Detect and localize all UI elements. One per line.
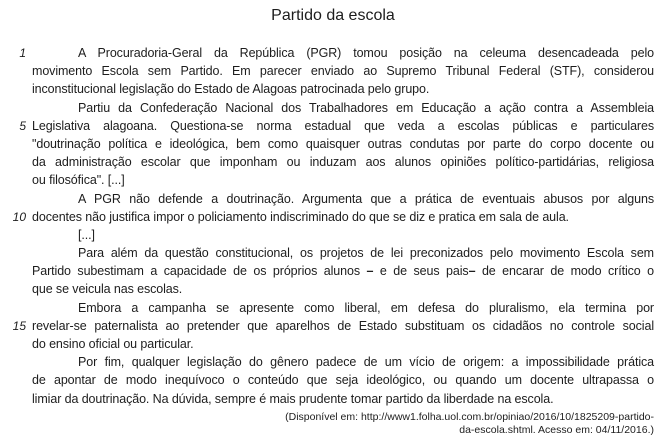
line-text bbox=[32, 390, 654, 408]
text-line bbox=[32, 226, 654, 244]
line-text bbox=[32, 80, 654, 98]
line-number: 10 bbox=[12, 209, 26, 224]
line-text bbox=[32, 371, 654, 389]
text-segment: A Procuradoria-Geral da República (PGR) tomou posição na celeuma desencadeada pelo bbox=[78, 46, 654, 60]
bold-dash: – bbox=[366, 264, 374, 279]
source-citation-line: da-escola.shtml. Acesso em: 04/11/2016.) bbox=[459, 423, 654, 436]
text-segment: limiar da doutrinação. Na dúvida, sempre é mais prudente tomar partido da liberdade na escola. bbox=[32, 391, 554, 406]
text-segment: inconstitucional legislação do Estado de Alagoas patrocinada pelo grupo. bbox=[32, 82, 430, 97]
text-line bbox=[32, 353, 654, 371]
text-segment: Legislativa alagoana. Questiona-se norma estadual que veda a escolas públicas e particulares bbox=[32, 118, 654, 133]
line-number: 1 bbox=[19, 46, 26, 60]
text-line bbox=[32, 171, 654, 189]
document-title: Partido da escola bbox=[271, 7, 395, 24]
text-line bbox=[32, 135, 654, 153]
text-lines bbox=[0, 44, 666, 408]
text-line bbox=[32, 390, 654, 408]
text-segment: docentes não justifica impor o policiamento indiscriminado do que se diz e pratica em sala de aula. bbox=[32, 209, 569, 224]
line-text bbox=[32, 317, 654, 335]
text-line bbox=[12, 208, 654, 226]
line-text bbox=[32, 226, 654, 244]
text-line bbox=[32, 99, 654, 117]
text-line bbox=[32, 299, 654, 317]
text-segment: da administração escolar que imponham ou induzam aos alunos opiniões político-partidárias, religiosa bbox=[32, 155, 654, 170]
text-segment: de encarar de modo crítico o bbox=[475, 264, 654, 279]
text-segment: ou filosófica". [...] bbox=[32, 173, 125, 188]
source-citation bbox=[0, 411, 666, 437]
line-text bbox=[32, 153, 654, 171]
bold-dash: – bbox=[468, 264, 476, 279]
line-text bbox=[32, 299, 654, 317]
text-segment: Para além da questão constitucional, os projetos de lei preconizados pelo movimento Escola sem bbox=[78, 246, 654, 261]
line-text bbox=[32, 244, 654, 262]
line-text bbox=[32, 44, 654, 62]
line-number: 5 bbox=[19, 118, 26, 133]
line-text bbox=[32, 190, 654, 208]
line-text bbox=[32, 171, 654, 189]
line-text bbox=[32, 335, 654, 353]
text-line bbox=[32, 80, 654, 98]
text-line bbox=[32, 62, 654, 80]
text-line bbox=[32, 262, 654, 280]
text-segment: do ensino oficial ou particular. bbox=[32, 337, 194, 351]
text-line bbox=[32, 335, 654, 353]
text-segment: "doutrinação política e ideológica, bem como quaisquer outras condutas por parte do corpo docente ou bbox=[32, 136, 654, 151]
text-line bbox=[32, 190, 654, 208]
text-segment: que se veicula nas escolas. bbox=[32, 282, 183, 297]
text-line bbox=[19, 117, 654, 135]
text-line bbox=[32, 244, 654, 262]
line-text bbox=[32, 62, 654, 80]
text-segment: A PGR não defende a doutrinação. Argumenta que a prática de eventuais abusos por alguns bbox=[78, 191, 654, 206]
line-text bbox=[32, 262, 654, 280]
text-segment: Embora a campanha se apresente como liberal, em defesa do pluralismo, ela termina por bbox=[78, 300, 654, 315]
text-segment: revelar-se paternalista ao pretender que aparelhos de Estado substituam os cidadãos no controle social bbox=[32, 318, 654, 333]
line-text bbox=[32, 117, 654, 135]
text-line bbox=[12, 317, 654, 335]
source-citation-line: (Disponível em: http://www1.folha.uol.com.br/opiniao/2016/10/1825209-partido- bbox=[285, 410, 654, 423]
text-segment: Partido subestimam a capacidade de os próprios alunos bbox=[32, 264, 367, 279]
text-line bbox=[32, 371, 654, 389]
text-line bbox=[19, 44, 654, 62]
document-page bbox=[0, 6, 666, 445]
line-text bbox=[32, 99, 654, 117]
text-segment: Partiu da Confederação Nacional dos Trabalhadores em Educação a ação contra a Assembleia bbox=[78, 100, 654, 115]
text-segment: [...] bbox=[78, 227, 95, 242]
text-line bbox=[32, 153, 654, 171]
text-segment: de apontar de modo inequívoco o conteúdo que seja ideológico, ou quando um docente ultrapassa o bbox=[32, 373, 654, 388]
line-text bbox=[32, 208, 654, 226]
text-segment: Por fim, qualquer legislação do gênero padece de um vício de origem: a impossibilidade prática bbox=[78, 355, 654, 370]
text-segment: movimento Escola sem Partido. Em parecer enviado ao Supremo Tribunal Federal (STF), considerou bbox=[32, 64, 654, 79]
line-text bbox=[32, 280, 654, 298]
line-text bbox=[32, 135, 654, 153]
text-segment: e de seus pais bbox=[373, 264, 469, 279]
line-number: 15 bbox=[12, 318, 26, 333]
line-text bbox=[32, 353, 654, 371]
text-line bbox=[32, 280, 654, 298]
